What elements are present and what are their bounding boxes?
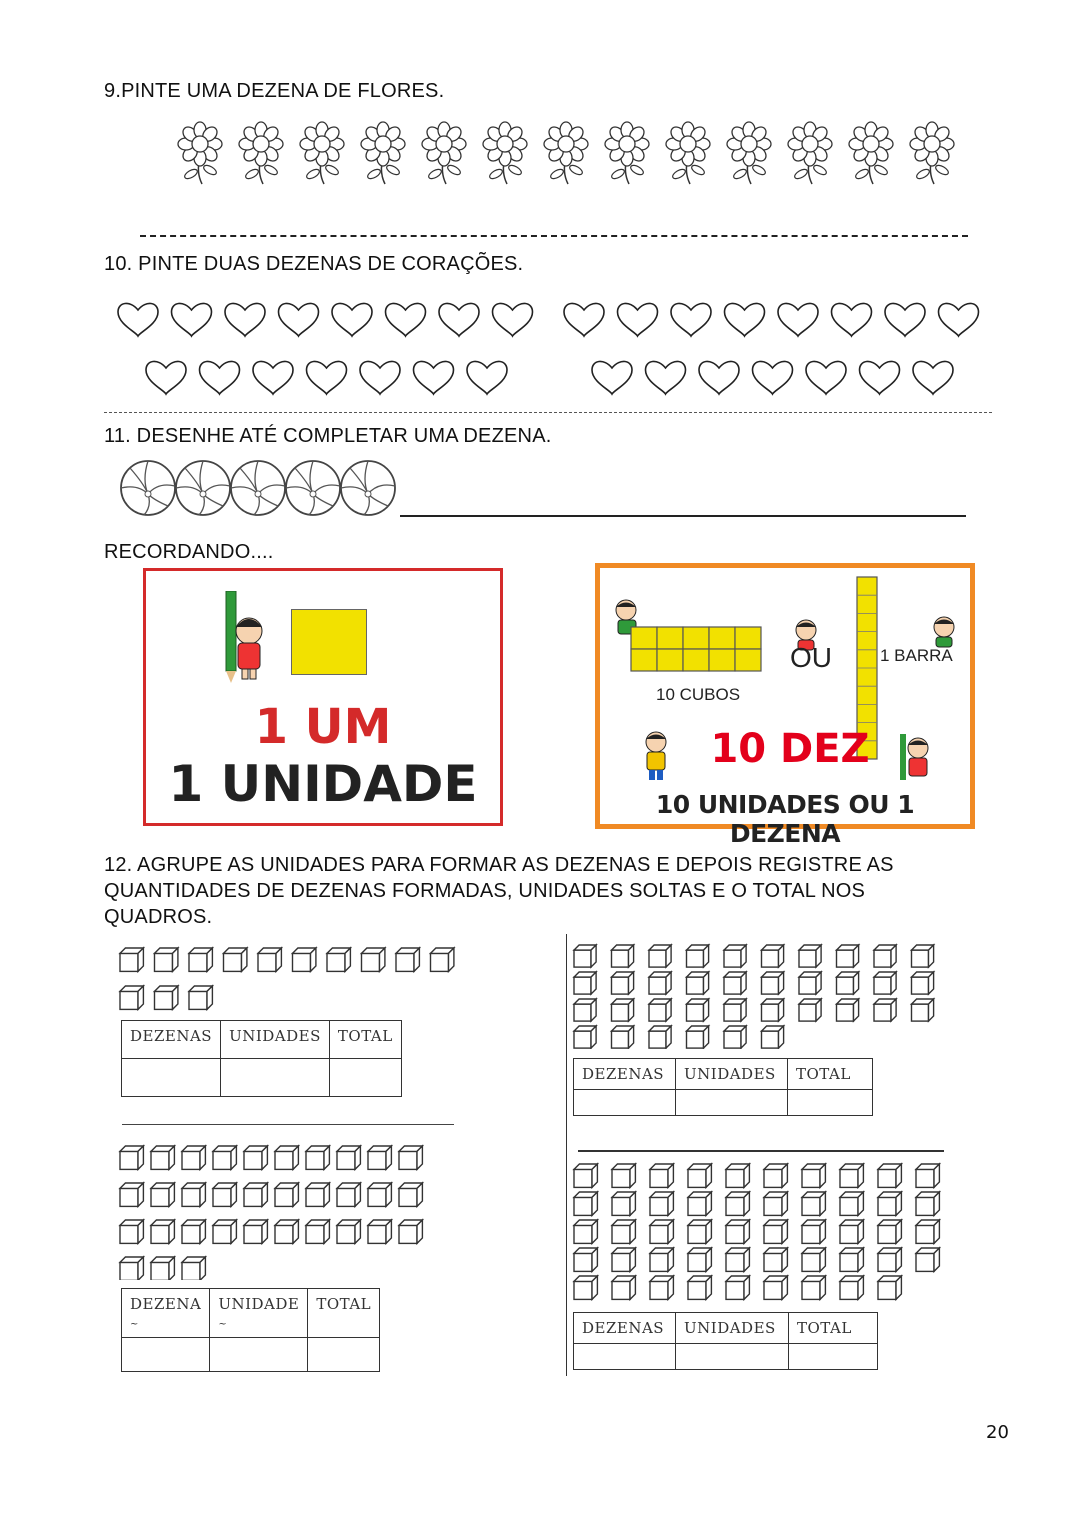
yellow-cube: [683, 627, 709, 649]
q10-title: 10. PINTE DUAS DEZENAS DE CORAÇÕES.: [104, 253, 524, 275]
cube-icon[interactable]: [916, 1164, 939, 1187]
cube-icon[interactable]: [840, 1248, 863, 1271]
cube-icon[interactable]: [878, 1164, 901, 1187]
heart-icon[interactable]: [439, 303, 479, 336]
heart-icon[interactable]: [200, 361, 240, 394]
ten-card-bottom: 10 UNIDADES OU 1 DEZENA: [655, 790, 915, 848]
yellow-cube: [657, 649, 683, 671]
cube-icon[interactable]: [182, 1257, 205, 1280]
cube-icon[interactable]: [306, 1183, 329, 1206]
cube-icon[interactable]: [688, 1248, 711, 1271]
yellow-cube: [657, 627, 683, 649]
heart-icon[interactable]: [225, 303, 265, 336]
heart-icon[interactable]: [885, 303, 925, 336]
flower-icon[interactable]: [361, 122, 405, 184]
cube-icon[interactable]: [120, 1183, 143, 1206]
cube-icon[interactable]: [327, 948, 350, 971]
cube-icon[interactable]: [612, 1192, 635, 1215]
character-with-pencil-icon: [896, 732, 932, 786]
answer-dezenas-cell[interactable]: [574, 1344, 676, 1370]
cube-group-4: [572, 1158, 952, 1304]
answer-total-cell[interactable]: [308, 1338, 380, 1372]
cube-icon[interactable]: [189, 986, 212, 1009]
beach-ball-icon: [286, 461, 340, 515]
cube-icon[interactable]: [726, 1248, 749, 1271]
cube-icon[interactable]: [574, 945, 596, 967]
heart-icon[interactable]: [360, 361, 400, 394]
cube-icon[interactable]: [762, 999, 784, 1021]
cube-icon[interactable]: [574, 1164, 597, 1187]
ball-row: [118, 458, 408, 520]
cube-icon[interactable]: [182, 1183, 205, 1206]
cube-icon[interactable]: [120, 986, 143, 1009]
character-with-pencil-icon: [216, 591, 276, 683]
cube-icon[interactable]: [649, 972, 671, 994]
heart-icon[interactable]: [414, 361, 454, 394]
cube-icon[interactable]: [612, 1220, 635, 1243]
cube-icon[interactable]: [837, 972, 859, 994]
cube-icon[interactable]: [764, 1276, 787, 1299]
ten-card: [595, 563, 975, 848]
barra-label: 1 BARRA: [880, 646, 953, 665]
cube-icon[interactable]: [912, 999, 934, 1021]
yellow-cube: [735, 627, 761, 649]
cube-icon[interactable]: [574, 999, 596, 1021]
cube-icon[interactable]: [650, 1248, 673, 1271]
cube-icon[interactable]: [574, 972, 596, 994]
cube-icon[interactable]: [726, 1192, 749, 1215]
unit-card-line1: 1 UM: [254, 699, 392, 755]
cube-icon[interactable]: [650, 1164, 673, 1187]
cube-icon[interactable]: [244, 1220, 267, 1243]
cube-icon[interactable]: [120, 1257, 143, 1280]
heart-icon[interactable]: [307, 361, 347, 394]
cube-icon[interactable]: [275, 1220, 298, 1243]
cube-icon[interactable]: [574, 1276, 597, 1299]
cube-icon[interactable]: [155, 948, 178, 971]
heart-icon[interactable]: [725, 303, 765, 336]
q12-line3: QUADROS.: [104, 906, 213, 928]
cube-icon[interactable]: [151, 1220, 174, 1243]
header-unidades: UNIDADES: [676, 1059, 788, 1090]
cube-icon[interactable]: [612, 999, 634, 1021]
cube-icon[interactable]: [306, 1220, 329, 1243]
cube-icon[interactable]: [368, 1146, 391, 1169]
cube-icon[interactable]: [399, 1183, 422, 1206]
flower-icon[interactable]: [178, 122, 222, 184]
cube-icon[interactable]: [612, 972, 634, 994]
header-mark: ~: [130, 1319, 139, 1330]
flower-icon[interactable]: [544, 122, 588, 184]
cube-icon[interactable]: [724, 972, 746, 994]
cube-icon[interactable]: [687, 1026, 709, 1048]
header-unidade: [210, 1289, 308, 1338]
q12-line1: 12. AGRUPE AS UNIDADES PARA FORMAR AS DEZENAS E DEPOIS REGISTRE AS: [104, 854, 894, 876]
cube-icon[interactable]: [275, 1146, 298, 1169]
cube-icon[interactable]: [764, 1220, 787, 1243]
cube-icon[interactable]: [650, 1220, 673, 1243]
cube-icon[interactable]: [878, 1220, 901, 1243]
heart-icon[interactable]: [913, 361, 953, 394]
heart-icon[interactable]: [118, 303, 158, 336]
answer-total-cell[interactable]: [788, 1090, 873, 1116]
heart-icon[interactable]: [146, 361, 186, 394]
answer-unidades-cell[interactable]: [676, 1344, 789, 1370]
flower-icon[interactable]: [300, 122, 344, 184]
ten-cubes: [630, 626, 766, 674]
header-total: TOTAL: [308, 1289, 380, 1338]
cube-icon[interactable]: [878, 1192, 901, 1215]
cube-icon[interactable]: [224, 948, 247, 971]
answer-unidades-cell[interactable]: [210, 1338, 308, 1372]
cube-icon[interactable]: [687, 972, 709, 994]
cube-icon[interactable]: [399, 1146, 422, 1169]
cube-icon[interactable]: [687, 999, 709, 1021]
cube-icon[interactable]: [916, 1220, 939, 1243]
cube-icon[interactable]: [120, 1220, 143, 1243]
heart-icon[interactable]: [832, 303, 872, 336]
heart-icon[interactable]: [939, 303, 979, 336]
cube-icon[interactable]: [189, 948, 212, 971]
flower-icon[interactable]: [605, 122, 649, 184]
heart-grid: [110, 296, 990, 406]
cube-icon[interactable]: [874, 945, 896, 967]
cube-icon[interactable]: [213, 1146, 236, 1169]
cube-icon[interactable]: [762, 972, 784, 994]
yellow-cube: [735, 649, 761, 671]
cube-icon[interactable]: [762, 945, 784, 967]
cube-icon[interactable]: [837, 945, 859, 967]
cube-icon[interactable]: [874, 972, 896, 994]
cube-icon[interactable]: [840, 1220, 863, 1243]
answer-line: [400, 515, 966, 517]
cube-icon[interactable]: [399, 1220, 422, 1243]
cube-icon[interactable]: [612, 1248, 635, 1271]
heart-icon[interactable]: [386, 303, 426, 336]
cube-icon[interactable]: [724, 945, 746, 967]
cube-icon[interactable]: [649, 1026, 671, 1048]
cube-icon[interactable]: [337, 1146, 360, 1169]
cube-icon[interactable]: [649, 945, 671, 967]
header-mark: ~: [218, 1319, 228, 1330]
column-divider: [566, 934, 567, 1376]
answer-dezenas-cell[interactable]: [122, 1059, 221, 1097]
divider: [104, 412, 992, 413]
yellow-cube: [709, 649, 735, 671]
page-number: 20: [986, 1422, 1009, 1443]
cube-icon[interactable]: [764, 1192, 787, 1215]
answer-total-cell[interactable]: [329, 1059, 401, 1097]
flower-icon[interactable]: [910, 122, 954, 184]
beach-ball-icon: [176, 461, 230, 515]
cube-icon[interactable]: [802, 1192, 825, 1215]
answer-dezenas-cell[interactable]: [122, 1338, 210, 1372]
heart-icon[interactable]: [592, 361, 632, 394]
cube-icon[interactable]: [306, 1146, 329, 1169]
yellow-cube: [683, 649, 709, 671]
heart-icon[interactable]: [806, 361, 846, 394]
header-unidades: UNIDADES: [221, 1021, 330, 1059]
cube-icon[interactable]: [362, 948, 385, 971]
cube-icon[interactable]: [840, 1164, 863, 1187]
cube-icon[interactable]: [612, 1276, 635, 1299]
cube-icon[interactable]: [431, 948, 454, 971]
cube-icon[interactable]: [799, 945, 821, 967]
q12-line2: QUANTIDADES DE DEZENAS FORMADAS, UNIDADES SOLTAS E O TOTAL NOS: [104, 880, 866, 902]
cube-icon[interactable]: [724, 1026, 746, 1048]
cube-icon[interactable]: [120, 1146, 143, 1169]
header-dezenas: DEZENAS: [574, 1059, 676, 1090]
record-table-1: [121, 1020, 402, 1097]
heart-icon[interactable]: [699, 361, 739, 394]
cube-icon[interactable]: [612, 945, 634, 967]
cube-icon[interactable]: [258, 948, 281, 971]
cube-icon[interactable]: [650, 1276, 673, 1299]
cube-icon[interactable]: [337, 1183, 360, 1206]
header-text: DEZENA: [130, 1295, 202, 1313]
heart-icon[interactable]: [332, 303, 372, 336]
cube-icon[interactable]: [649, 999, 671, 1021]
unit-card: [143, 568, 503, 826]
header-dezena: [122, 1289, 210, 1338]
flower-icon[interactable]: [422, 122, 466, 184]
cube-icon[interactable]: [840, 1276, 863, 1299]
cube-icon[interactable]: [368, 1183, 391, 1206]
heart-icon[interactable]: [778, 303, 818, 336]
cube-group-1: [118, 942, 478, 1014]
header-unidades: UNIDADES: [676, 1313, 789, 1344]
beach-ball-icon: [121, 461, 175, 515]
beach-ball-icon: [341, 461, 395, 515]
cube-icon[interactable]: [182, 1220, 205, 1243]
cube-icon[interactable]: [764, 1248, 787, 1271]
cube-icon[interactable]: [244, 1146, 267, 1169]
cube-icon[interactable]: [724, 999, 746, 1021]
cube-icon[interactable]: [151, 1183, 174, 1206]
q12-title: [104, 852, 894, 930]
cube-group-3: [118, 1140, 438, 1280]
q11-title: 11. DESENHE ATÉ COMPLETAR UMA DEZENA.: [104, 425, 552, 447]
cube-icon[interactable]: [726, 1220, 749, 1243]
cube-icon[interactable]: [612, 1026, 634, 1048]
flower-icon[interactable]: [727, 122, 771, 184]
character-icon: [638, 730, 674, 782]
divider: [578, 1150, 944, 1152]
cube-icon[interactable]: [802, 1164, 825, 1187]
flower-icon[interactable]: [666, 122, 710, 184]
cube-icon[interactable]: [874, 999, 896, 1021]
header-text: UNIDADE: [218, 1295, 300, 1313]
cube-icon[interactable]: [213, 1220, 236, 1243]
cube-icon[interactable]: [837, 999, 859, 1021]
character-icon: [926, 614, 962, 648]
cube-icon[interactable]: [688, 1220, 711, 1243]
cube-icon[interactable]: [799, 972, 821, 994]
answer-total-cell[interactable]: [789, 1344, 878, 1370]
cube-icon[interactable]: [688, 1276, 711, 1299]
heart-icon[interactable]: [493, 303, 533, 336]
cube-icon[interactable]: [213, 1183, 236, 1206]
cube-icon[interactable]: [155, 986, 178, 1009]
cube-icon[interactable]: [802, 1220, 825, 1243]
heart-icon[interactable]: [860, 361, 900, 394]
answer-unidades-cell[interactable]: [676, 1090, 788, 1116]
cube-icon[interactable]: [840, 1192, 863, 1215]
header-dezenas: DEZENAS: [574, 1313, 676, 1344]
ten-card-big: 10 DEZ: [710, 726, 870, 772]
flower-icon[interactable]: [849, 122, 893, 184]
unit-card-line2: 1 UNIDADE: [168, 755, 478, 813]
cube-icon[interactable]: [726, 1276, 749, 1299]
answer-dezenas-cell[interactable]: [574, 1090, 676, 1116]
heart-icon[interactable]: [646, 361, 686, 394]
cube-icon[interactable]: [574, 1220, 597, 1243]
cube-icon[interactable]: [799, 999, 821, 1021]
heart-icon[interactable]: [564, 303, 604, 336]
record-table-4: [573, 1312, 878, 1370]
yellow-cube: [709, 627, 735, 649]
answer-unidades-cell[interactable]: [221, 1059, 330, 1097]
cube-icon[interactable]: [726, 1164, 749, 1187]
cube-icon[interactable]: [916, 1248, 939, 1271]
yellow-cube: [631, 627, 657, 649]
cube-icon[interactable]: [151, 1146, 174, 1169]
cube-icon[interactable]: [912, 945, 934, 967]
cube-icon[interactable]: [612, 1164, 635, 1187]
cube-icon[interactable]: [275, 1183, 298, 1206]
header-total: TOTAL: [788, 1059, 873, 1090]
heart-icon[interactable]: [753, 361, 793, 394]
cube-icon[interactable]: [916, 1192, 939, 1215]
q9-title: 9.PINTE UMA DEZENA DE FLORES.: [104, 80, 445, 102]
heart-icon[interactable]: [618, 303, 658, 336]
cube-icon[interactable]: [878, 1276, 901, 1299]
cube-icon[interactable]: [574, 1026, 596, 1048]
header-total: TOTAL: [329, 1021, 401, 1059]
cube-icon[interactable]: [687, 945, 709, 967]
cubos-label: 10 CUBOS: [656, 685, 741, 704]
beach-ball-icon: [231, 461, 285, 515]
header-dezenas: DEZENAS: [122, 1021, 221, 1059]
cube-icon[interactable]: [244, 1183, 267, 1206]
cube-icon[interactable]: [688, 1164, 711, 1187]
cube-icon[interactable]: [368, 1220, 391, 1243]
cube-icon[interactable]: [120, 948, 143, 971]
cube-icon[interactable]: [802, 1276, 825, 1299]
cube-group-2: [572, 939, 942, 1049]
heart-icon[interactable]: [279, 303, 319, 336]
cube-icon[interactable]: [688, 1192, 711, 1215]
cube-icon[interactable]: [574, 1192, 597, 1215]
divider: [140, 235, 968, 237]
cube-icon[interactable]: [802, 1248, 825, 1271]
cube-icon[interactable]: [764, 1164, 787, 1187]
cube-icon[interactable]: [293, 948, 316, 971]
heart-icon[interactable]: [253, 361, 293, 394]
flower-icon[interactable]: [788, 122, 832, 184]
cube-icon[interactable]: [878, 1248, 901, 1271]
heart-icon[interactable]: [467, 361, 507, 394]
cube-icon[interactable]: [396, 948, 419, 971]
cube-icon[interactable]: [182, 1146, 205, 1169]
yellow-cube: [631, 649, 657, 671]
cube-icon[interactable]: [650, 1192, 673, 1215]
cube-icon[interactable]: [151, 1257, 174, 1280]
cube-icon[interactable]: [912, 972, 934, 994]
record-table-2: [573, 1058, 873, 1116]
heart-icon[interactable]: [671, 303, 711, 336]
divider: [122, 1124, 454, 1125]
heart-icon[interactable]: [172, 303, 212, 336]
flower-icon[interactable]: [483, 122, 527, 184]
cube-icon[interactable]: [762, 1026, 784, 1048]
flower-icon[interactable]: [239, 122, 283, 184]
recordando-title: RECORDANDO....: [104, 541, 274, 563]
cube-icon[interactable]: [337, 1220, 360, 1243]
header-total: TOTAL: [789, 1313, 878, 1344]
cube-icon[interactable]: [574, 1248, 597, 1271]
record-table-3: [121, 1288, 380, 1372]
ou-label: OU: [790, 642, 832, 673]
flower-row: [170, 112, 970, 190]
unit-cube-square: [291, 609, 367, 675]
